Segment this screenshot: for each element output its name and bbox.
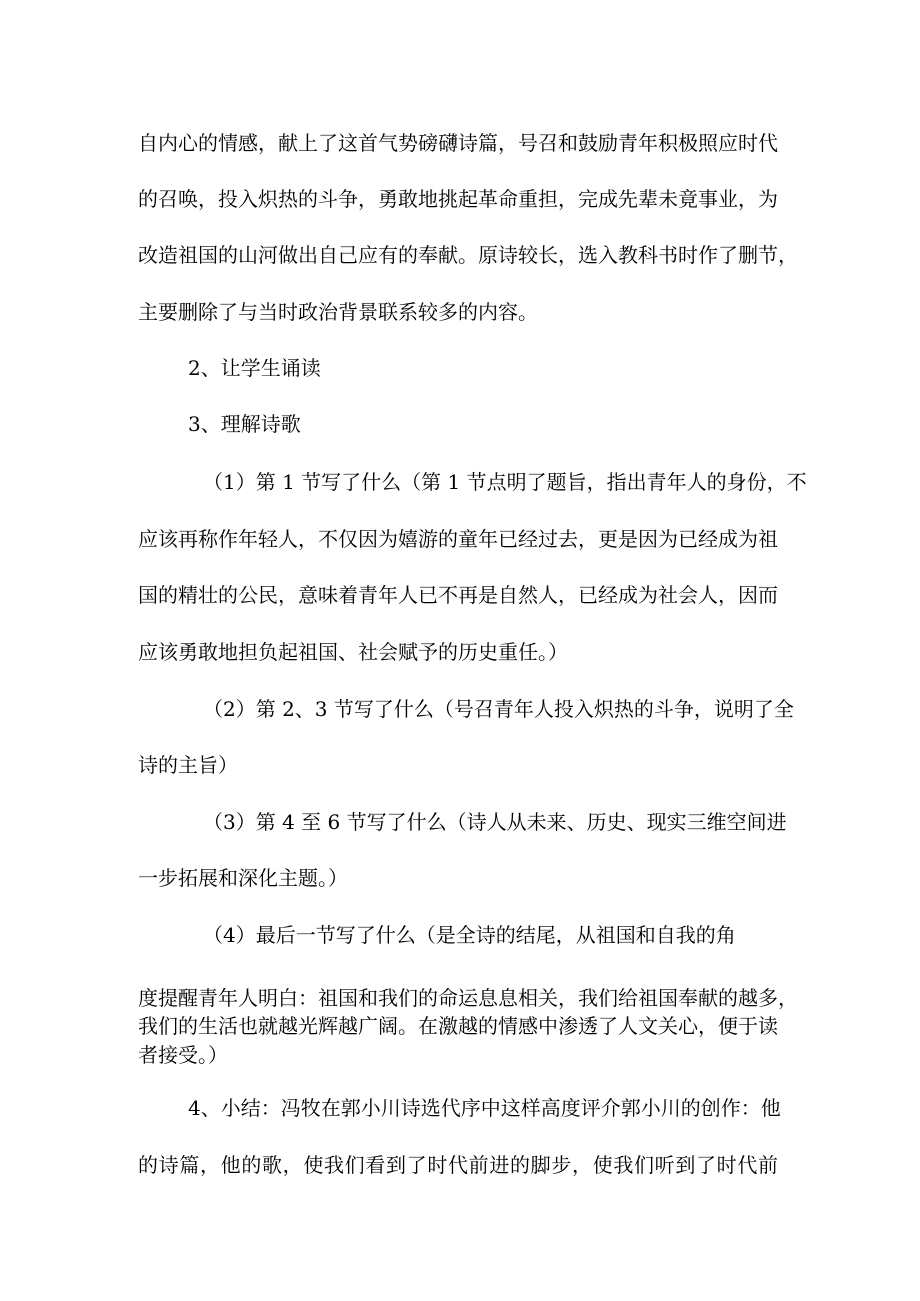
text-line: 我们的生活也就越光辉越广阔。在激越的情感中渗透了人文关心，便于读 [138, 1014, 778, 1038]
text-line: 诗的主旨） [138, 753, 238, 777]
text-line: 应该勇敢地担负起祖国、社会赋予的历史重任。） [138, 640, 568, 664]
text-line: （4）最后一节写了什么（是全诗的结尾，从祖国和自我的角 [203, 923, 736, 947]
text-line: 自内心的情感，献上了这首气势磅礴诗篇，号召和鼓励青年积极照应时代 [138, 131, 778, 155]
text-line: 一步拓展和深化主题。） [138, 866, 348, 890]
section-heading: 2、让学生诵读 [188, 356, 321, 380]
text-line: 应该再称作年轻人，不仅因为嬉游的童年已经过去，更是因为已经成为祖 [138, 527, 778, 551]
text-line: （2）第 2、3 节写了什么（号召青年人投入炽热的斗争，说明了全 [203, 697, 794, 721]
text-line: 4、小结：冯牧在郭小川诗选代序中这样高度评介郭小川的创作：他 [188, 1096, 781, 1120]
text-line: 国的精壮的公民，意味着青年人已不再是自然人，已经成为社会人，因而 [138, 583, 778, 607]
text-line: 改造祖国的山河做出自己应有的奉献。原诗较长，选入教科书时作了删节， [138, 243, 798, 267]
text-line: 主要删除了与当时政治背景联系较多的内容。 [138, 300, 538, 324]
text-line: （1）第 1 节写了什么（第 1 节点明了题旨，指出青年人的身份，不 [203, 470, 807, 494]
section-heading: 3、理解诗歌 [188, 412, 301, 436]
text-line: 的召唤，投入炽热的斗争，勇敢地挑起革命重担，完成先辈未竟事业，为 [138, 187, 778, 211]
text-line: 度提醒青年人明白：祖国和我们的命运息息相关，我们给祖国奉献的越多， [138, 986, 798, 1010]
text-line: 者接受。） [138, 1043, 228, 1067]
text-line: 的诗篇，他的歌，使我们看到了时代前进的脚步，使我们听到了时代前 [138, 1153, 778, 1177]
text-line: （3）第 4 至 6 节写了什么（诗人从未来、历史、现实三维空间进 [203, 810, 787, 834]
